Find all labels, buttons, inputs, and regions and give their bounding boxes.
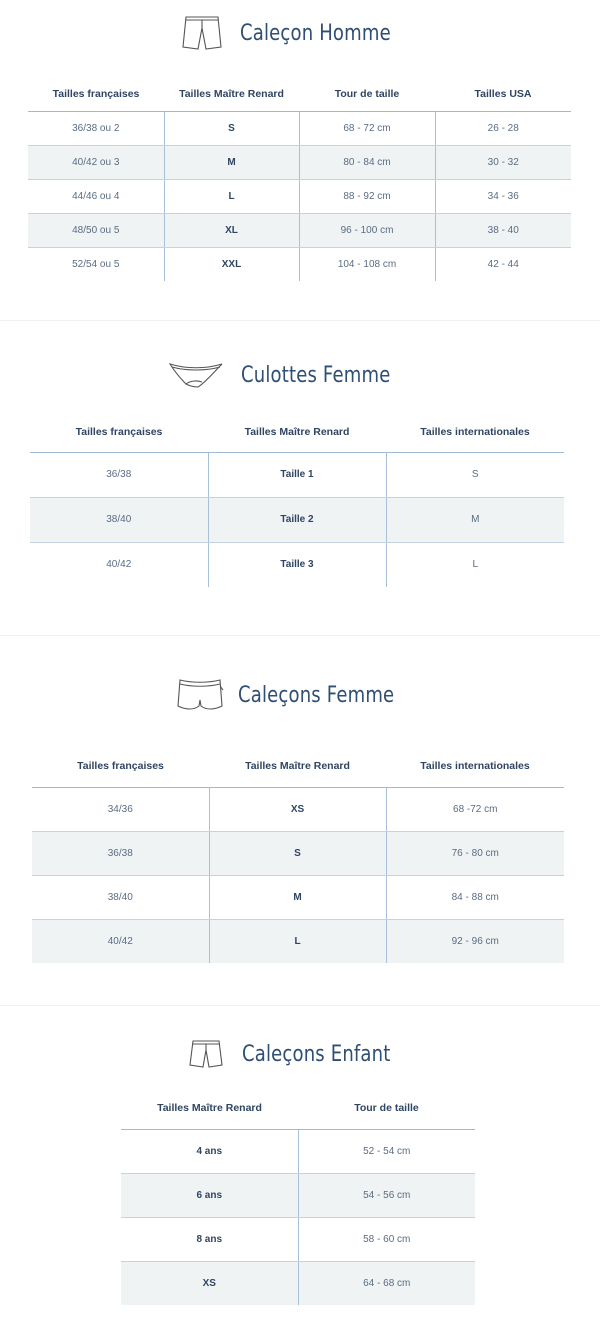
header-cell: Tailles USA	[435, 78, 571, 111]
table-cell: XXL	[164, 247, 299, 281]
section-divider	[0, 635, 600, 636]
header-cell: Tailles Maître Renard	[121, 1088, 298, 1129]
section-title-text: Culottes Femme	[241, 362, 391, 388]
table-cell: 30 - 32	[435, 145, 571, 179]
table-cell: 80 - 84 cm	[299, 145, 435, 179]
header-cell: Tailles Maître Renard	[164, 78, 299, 111]
table-cell: 34/36	[32, 787, 209, 831]
size-table-culottes-femme	[30, 412, 564, 587]
table-cell: 96 - 100 cm	[299, 213, 435, 247]
section-title-text: Caleçon Homme	[240, 20, 391, 46]
table-row	[28, 111, 571, 145]
table-cell: 52/54 ou 5	[72, 258, 120, 270]
table-cell: S	[209, 831, 386, 875]
kids-boxer-icon	[188, 1038, 224, 1070]
table-cell: XS	[209, 787, 386, 831]
table-cell: 92 - 96 cm	[386, 919, 564, 963]
table-cell: 38/40	[30, 497, 208, 542]
section-title-text: Caleçons Enfant	[242, 1041, 391, 1067]
table-row	[121, 1173, 475, 1217]
shorts-icon	[176, 676, 224, 714]
table-cell: 48/50 ou 5	[28, 213, 164, 247]
table-cell: S	[386, 452, 564, 497]
table-cell: S	[164, 111, 299, 145]
section-title-calecon-homme	[180, 14, 424, 52]
table-row	[121, 1261, 475, 1305]
table-cell: 8 ans	[121, 1217, 298, 1261]
table-cell: 104 - 108 cm	[299, 247, 435, 281]
table-cell: 34 - 36	[435, 179, 571, 213]
table-cell: M	[164, 145, 299, 179]
table-cell: 40/42	[32, 919, 209, 963]
table-cell: 36/38	[32, 831, 209, 875]
table-cell: 84 - 88 cm	[386, 875, 564, 919]
table-row	[121, 1217, 475, 1261]
table-cell: Taille 1	[208, 452, 386, 497]
section-title-culottes-femme	[168, 360, 423, 390]
table-cell: L	[386, 542, 564, 587]
table-cell: 58 - 60 cm	[298, 1217, 475, 1261]
table-cell: 26 - 28	[435, 111, 571, 145]
table-row	[28, 213, 571, 247]
table-cell: 88 - 92 cm	[299, 179, 435, 213]
header-cell: Tailles Maître Renard	[209, 746, 386, 787]
table-cell: 52 - 54 cm	[298, 1129, 475, 1173]
table-cell: 4 ans	[121, 1129, 298, 1173]
header-cell: Tailles Maître Renard	[208, 412, 386, 452]
size-table-calecon-homme	[28, 78, 571, 281]
table-cell: 68 - 72 cm	[299, 111, 435, 145]
table-cell: 42 - 44	[435, 247, 571, 281]
header-cell: Tailles françaises	[32, 746, 209, 787]
section-divider	[0, 320, 600, 321]
table-row	[32, 831, 564, 875]
table-cell: M	[209, 875, 386, 919]
table-row	[28, 179, 571, 213]
table-row	[32, 919, 564, 963]
table-row	[30, 497, 564, 542]
table-cell: Taille 2	[208, 497, 386, 542]
briefs-icon	[168, 360, 224, 390]
section-divider	[0, 1005, 600, 1006]
table-cell: L	[209, 919, 386, 963]
table-cell: 44/46 ou 4	[28, 179, 164, 213]
table-cell: M	[386, 497, 564, 542]
table-row	[28, 247, 571, 281]
header-cell: Tailles françaises	[28, 78, 164, 111]
table-row	[32, 875, 564, 919]
table-row	[30, 452, 564, 497]
size-table-calecons-enfant	[121, 1088, 475, 1305]
table-row	[32, 787, 564, 831]
header-cell: Tailles françaises	[30, 412, 208, 452]
table-cell: L	[164, 179, 299, 213]
table-cell: 54 - 56 cm	[298, 1173, 475, 1217]
table-cell: 68 -72 cm	[386, 787, 564, 831]
header-cell: Tour de taille	[299, 78, 435, 111]
boxer-shorts-icon	[180, 14, 224, 52]
header-cell: Tailles internationales	[386, 746, 564, 787]
table-row	[30, 542, 564, 587]
table-row	[121, 1129, 475, 1173]
table-cell: 38 - 40	[435, 213, 571, 247]
table-cell: 38/40	[32, 875, 209, 919]
table-cell: 64 - 68 cm	[298, 1261, 475, 1305]
table-cell: 76 - 80 cm	[386, 831, 564, 875]
table-cell: 6 ans	[121, 1173, 298, 1217]
header-cell: Tour de taille	[298, 1088, 475, 1129]
table-cell: Taille 3	[208, 542, 386, 587]
table-cell: XL	[164, 213, 299, 247]
table-cell: 40/42	[106, 559, 132, 571]
table-cell: 40/42 ou 3	[28, 145, 164, 179]
section-title-text: Caleçons Femme	[238, 682, 395, 708]
table-cell: 36/38 ou 2	[28, 111, 164, 145]
section-title-calecons-enfant	[188, 1038, 423, 1070]
section-title-calecons-femme	[176, 676, 429, 714]
table-row	[28, 145, 571, 179]
size-table-calecons-femme	[32, 746, 564, 963]
table-cell: 36/38	[30, 452, 208, 497]
table-cell: XS	[121, 1261, 298, 1305]
header-cell: Tailles internationales	[386, 412, 564, 452]
